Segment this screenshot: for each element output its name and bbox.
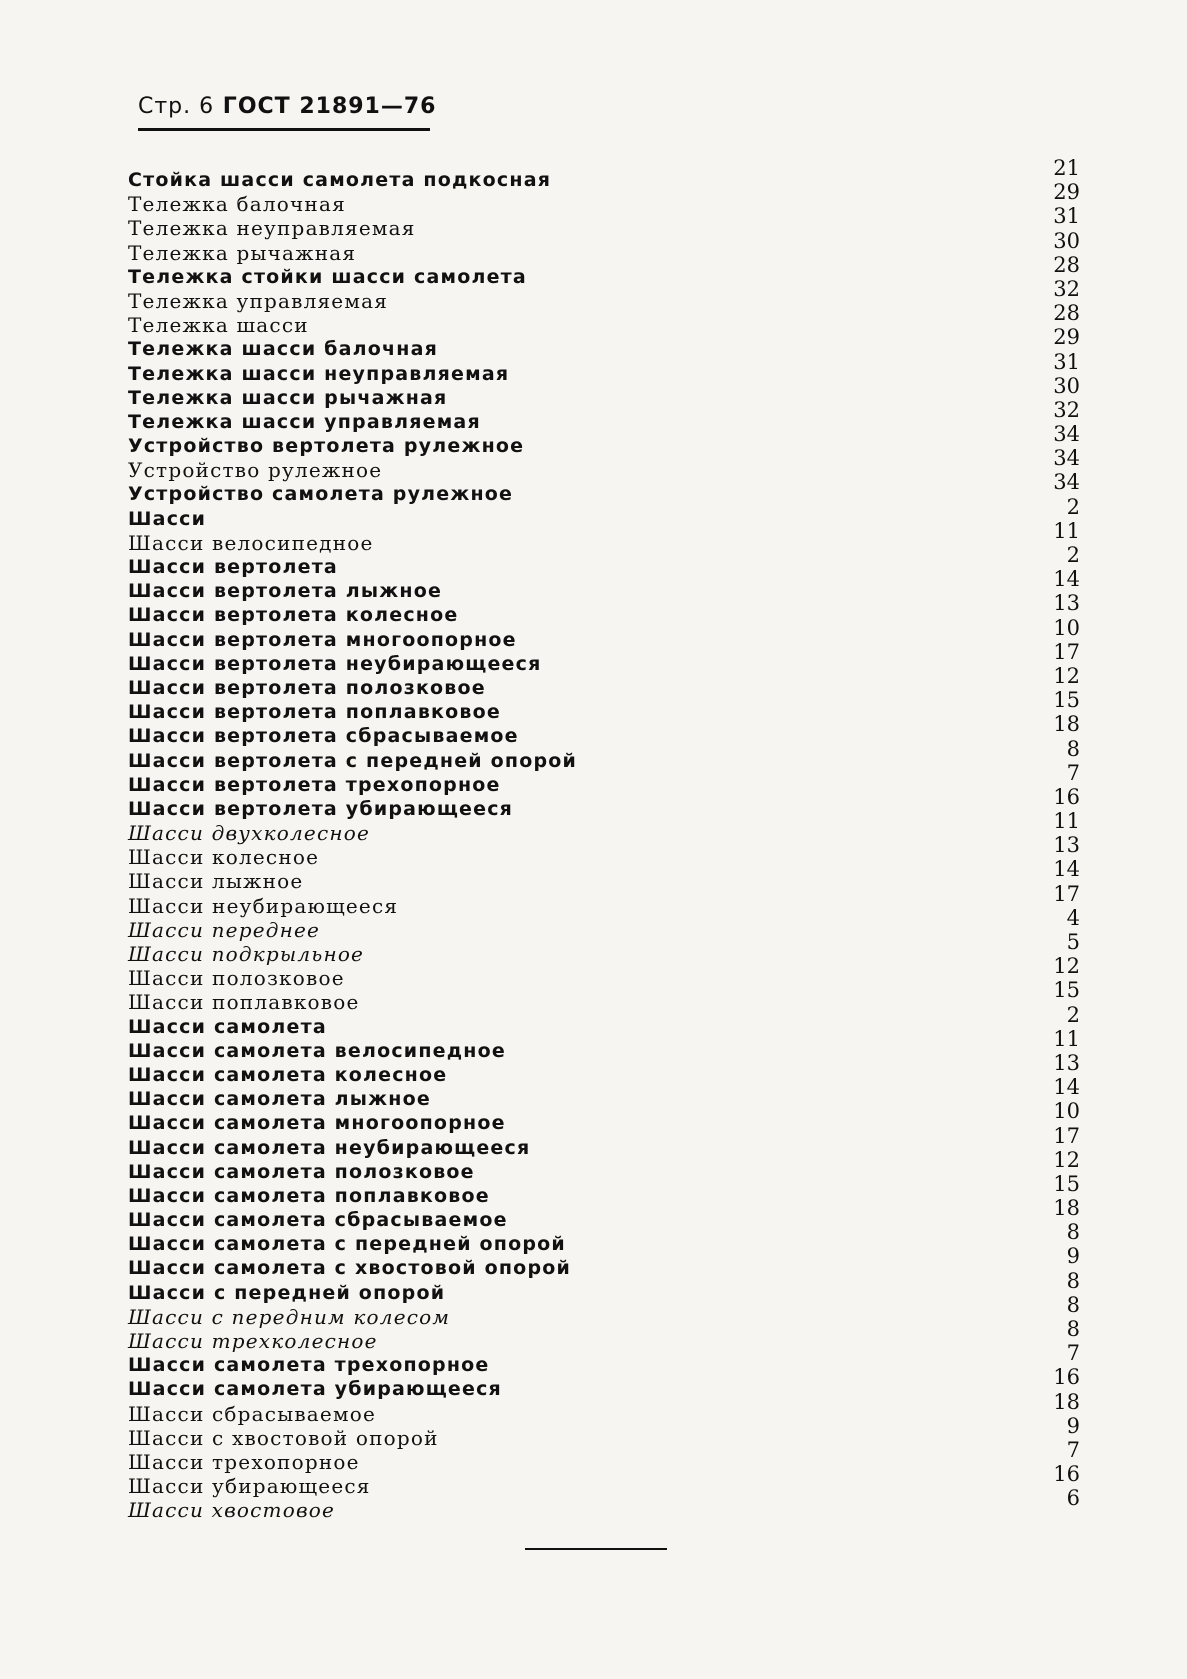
index-term: Устройство самолета рулежное xyxy=(128,483,514,506)
index-page-number: 14 xyxy=(1053,567,1080,592)
index-term: Шасси трехколесное xyxy=(128,1329,378,1353)
header-divider xyxy=(138,128,430,131)
index-page-number: 21 xyxy=(1053,156,1080,180)
index-page-number: 13 xyxy=(1053,591,1080,616)
index-term: Шасси самолета колесное xyxy=(128,1063,448,1086)
index-term: Шасси с хвостовой опорой xyxy=(128,1425,439,1450)
index-page-number: 12 xyxy=(1053,663,1080,688)
index-term: Шасси переднее xyxy=(128,917,321,942)
index-page-number: 11 xyxy=(1053,809,1080,834)
index-page-number: 34 xyxy=(1053,470,1080,495)
index-page-number: 10 xyxy=(1053,615,1080,640)
index-page-number: 31 xyxy=(1053,349,1080,374)
index-term: Шасси самолета убирающееся xyxy=(128,1378,502,1401)
index-term: Шасси колесное xyxy=(128,845,320,870)
index-page-number: 2 xyxy=(1066,1002,1080,1027)
index-page-number: 15 xyxy=(1053,688,1080,713)
index-term: Шасси самолета трехопорное xyxy=(128,1354,490,1377)
index-term: Шасси самолета велосипедное xyxy=(128,1039,506,1062)
index-term: Шасси вертолета многоопорное xyxy=(128,628,517,651)
index-term: Тележка стойки шасси самолета xyxy=(128,265,527,288)
index-page-number: 11 xyxy=(1053,1026,1080,1051)
index-term: Тележка управляемая xyxy=(128,288,389,313)
index-term: Шасси xyxy=(128,507,207,530)
index-page-number: 30 xyxy=(1053,373,1080,398)
index-page-number: 4 xyxy=(1066,905,1080,930)
index-page-number: 9 xyxy=(1066,1244,1080,1269)
index-term: Шасси самолета с хвостовой опорой xyxy=(128,1257,572,1280)
end-divider xyxy=(525,1548,667,1550)
index-term: Тележка шасси рычажная xyxy=(128,386,448,409)
index-term: Шасси сбрасываемое xyxy=(128,1401,376,1426)
index-page-number: 17 xyxy=(1053,639,1080,664)
index-term: Шасси вертолета колесное xyxy=(128,604,459,627)
index-term: Тележка шасси неуправляемая xyxy=(128,362,510,385)
index-page-number: 14 xyxy=(1053,1075,1080,1100)
index-page-number: 13 xyxy=(1053,1050,1080,1075)
index-term: Шасси подкрыльное xyxy=(128,942,365,966)
index-page-number: 5 xyxy=(1066,930,1080,954)
index-term: Стойка шасси самолета подкосная xyxy=(128,169,552,191)
index-term: Тележка шасси балочная xyxy=(128,338,438,361)
index-page-number: 13 xyxy=(1053,833,1080,858)
index-term: Шасси самолета неубирающееся xyxy=(128,1136,531,1159)
index-page-number: 31 xyxy=(1053,204,1080,229)
index-term: Шасси хвостовое xyxy=(128,1498,336,1523)
index-page-number: 8 xyxy=(1066,1220,1080,1245)
index-term: Тележка неуправляемая xyxy=(128,216,416,241)
index-page-number: 17 xyxy=(1053,1123,1080,1148)
index-term: Шасси самолета с передней опорой xyxy=(128,1233,566,1256)
index-term: Шасси с передним колесом xyxy=(128,1304,451,1329)
index-term: Шасси вертолета лыжное xyxy=(128,580,443,603)
index-term: Шасси самолета лыжное xyxy=(128,1088,431,1111)
index-term: Шасси убирающееся xyxy=(128,1474,371,1499)
index-page-number: 16 xyxy=(1053,1365,1080,1390)
index-page-number: 30 xyxy=(1053,228,1080,253)
index-page-number: 2 xyxy=(1066,543,1080,567)
index-term: Шасси велосипедное xyxy=(128,530,374,555)
index-page-number: 15 xyxy=(1053,978,1080,1003)
index-page-number: 12 xyxy=(1053,1147,1080,1172)
index-page-number: 29 xyxy=(1053,325,1080,350)
index-term: Шасси трехопорное xyxy=(128,1449,360,1474)
index-term: Шасси самолета xyxy=(128,1015,327,1038)
index-term: Шасси самолета сбрасываемое xyxy=(128,1209,508,1232)
index-term: Шасси вертолета сбрасываемое xyxy=(128,725,519,748)
index-term: Шасси самолета многоопорное xyxy=(128,1112,506,1135)
index-page-number: 14 xyxy=(1053,857,1080,882)
index-page-number: 16 xyxy=(1053,1462,1080,1487)
index-page-number: 9 xyxy=(1066,1413,1080,1438)
index-term: Тележка балочная xyxy=(128,192,346,217)
index-page-number: 28 xyxy=(1053,252,1080,277)
index-page-number: 12 xyxy=(1053,954,1080,979)
index-page-number: 6 xyxy=(1066,1486,1080,1511)
index-term: Шасси вертолета xyxy=(128,556,338,578)
index-terms-list xyxy=(128,168,588,1523)
standard-designation: ГОСТ 21891—76 xyxy=(222,94,437,119)
index-term: Шасси самолета поплавковое xyxy=(128,1184,490,1207)
index-page-number: 7 xyxy=(1066,1437,1080,1462)
index-page-number: 17 xyxy=(1053,881,1080,906)
index-page-number: 2 xyxy=(1066,494,1080,519)
index-page-number: 18 xyxy=(1053,1196,1080,1221)
page-number-label: Стр. 6 xyxy=(138,94,215,119)
index-term: Шасси полозковое xyxy=(128,966,345,991)
index-page-number: 32 xyxy=(1053,276,1080,301)
index-term: Шасси вертолета неубирающееся xyxy=(128,652,542,675)
index-term: Шасси двухколесное xyxy=(128,821,370,846)
index-term: Шасси неубирающееся xyxy=(128,893,399,918)
index-term: Шасси вертолета поплавковое xyxy=(128,701,501,724)
index-term: Шасси с передней опорой xyxy=(128,1281,446,1304)
index-page-number: 11 xyxy=(1053,518,1080,543)
index-term: Шасси вертолета с передней опорой xyxy=(128,749,578,772)
index-term: Шасси вертолета трехопорное xyxy=(128,773,501,796)
index-term: Шасси поплавковое xyxy=(128,990,360,1015)
index-page-number: 7 xyxy=(1066,760,1080,785)
index-page-number: 18 xyxy=(1053,712,1080,737)
index-page-number: 8 xyxy=(1066,1317,1080,1341)
index-page-number: 15 xyxy=(1053,1171,1080,1196)
index-page-number: 28 xyxy=(1053,301,1080,326)
index-page-number: 18 xyxy=(1053,1389,1080,1414)
index-page-number: 34 xyxy=(1053,446,1080,471)
index-term: Устройство вертолета рулежное xyxy=(128,435,525,458)
index-term: Тележка рычажная xyxy=(128,240,357,265)
index-page-number: 29 xyxy=(1053,180,1080,205)
index-page-number: 8 xyxy=(1066,1292,1080,1317)
index-page-number: 34 xyxy=(1053,422,1080,447)
index-term: Устройство рулежное xyxy=(128,458,383,483)
index-page-number: 8 xyxy=(1066,1268,1080,1293)
index-term: Шасси вертолета полозковое xyxy=(128,676,486,699)
index-term: Шасси самолета полозковое xyxy=(128,1160,475,1183)
index-term: Шасси лыжное xyxy=(128,869,304,894)
index-term: Тележка шасси управляемая xyxy=(128,410,481,433)
index-page-numbers-list xyxy=(1030,156,1080,1511)
index-page-number: 10 xyxy=(1053,1099,1080,1124)
index-term: Тележка шасси xyxy=(128,313,309,338)
index-term: Шасси вертолета убирающееся xyxy=(128,797,514,820)
index-page-number: 8 xyxy=(1066,736,1080,761)
index-page-number: 32 xyxy=(1053,397,1080,422)
page-header xyxy=(138,94,436,119)
index-page-number: 16 xyxy=(1053,784,1080,809)
index-page-number: 7 xyxy=(1066,1341,1080,1366)
